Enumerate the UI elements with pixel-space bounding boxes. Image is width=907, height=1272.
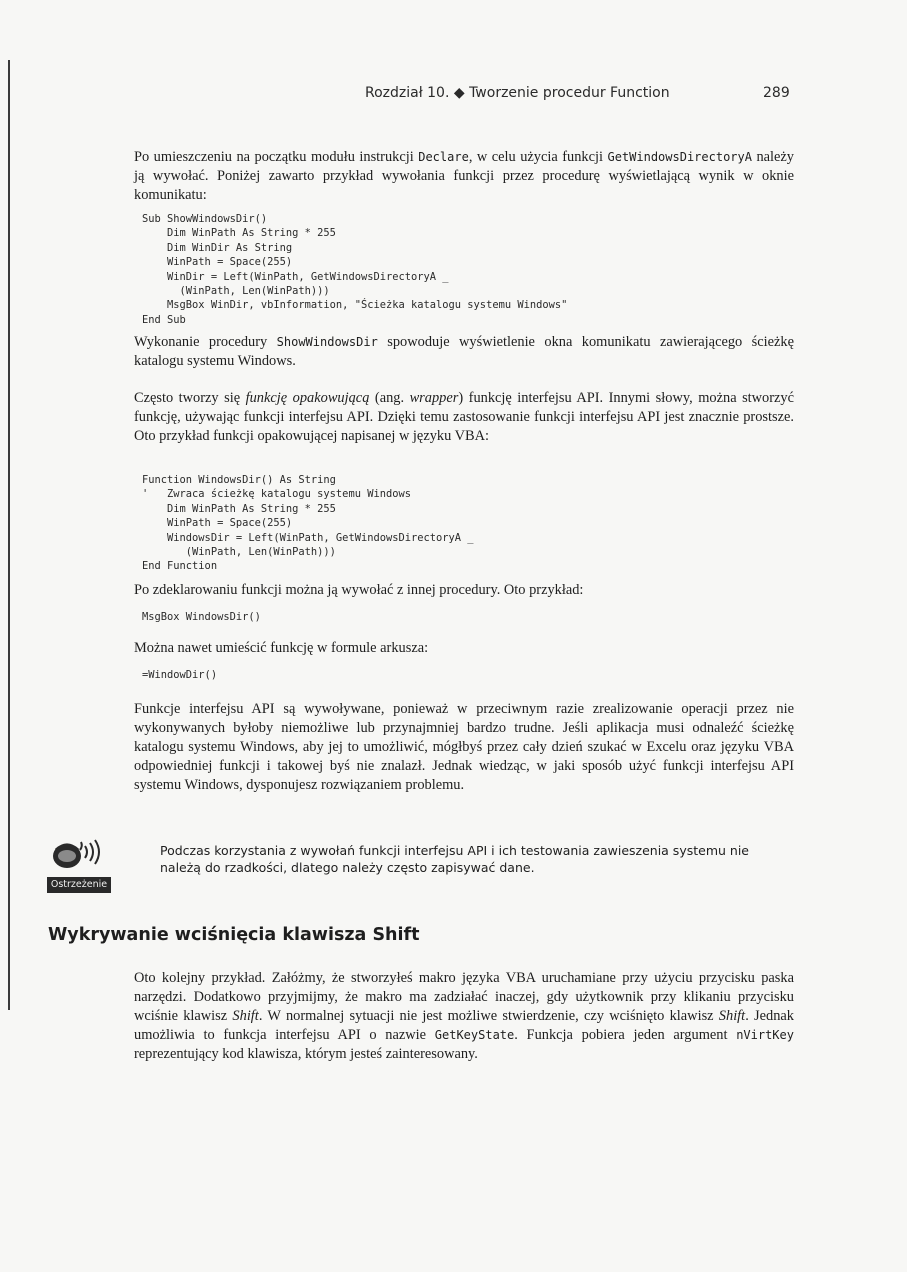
paragraph-text bbox=[134, 148, 794, 205]
paragraph-2 bbox=[134, 333, 794, 371]
paragraph-text: Funkcje interfejsu API są wywoływane, ponieważ w przeciwnym razie zrealizowanie operacji przez nie wykonywanych byłoby niemożliwe lub przynajmniej bardzo trudne. Jeśli aplikacja musi odnaleźć ścieżkę katalogu systemu Windows, aby jej to umożliwić, mógłbyś przez cały dzień szukać w Excelu oraz języku VBA odpowiedniej funkcji i takowej byś nie znalazł. Jednak wiedząc, w jaki sposób użyć funkcji interfejsu API systemu Windows, dysponujesz rozwiązaniem problemu. bbox=[134, 701, 794, 793]
paragraph-6 bbox=[134, 700, 794, 795]
paragraph-text: Można nawet umieścić funkcję w formule arkusza: bbox=[134, 640, 429, 656]
paragraph-7 bbox=[134, 969, 794, 1064]
code-listing-4 bbox=[142, 668, 802, 682]
section-heading: Wykrywanie wciśnięcia klawisza Shift bbox=[48, 925, 420, 945]
inline-code: GetKeyState bbox=[434, 1028, 515, 1042]
code-block: MsgBox WindowsDir() bbox=[142, 611, 261, 623]
code-block: =WindowDir() bbox=[142, 669, 218, 681]
text-run: . Jednak umożliwia to funkcja interfejsu API o nazwie bbox=[134, 1008, 794, 1043]
text-run: ) funkcję interfejsu API. Innymi słowy, można stworzyć funkcję, używając funkcji interfejsu API. Dzięki temu zastosowanie funkcji interfejsu API jest znacznie prostsze. Oto przykład funkcji opakowującej napisanej w języku VBA: bbox=[134, 390, 795, 444]
emphasis: wrapper bbox=[409, 390, 459, 406]
text-run: reprezentujący kod klawisza, którym jesteś zainteresowany. bbox=[134, 1046, 478, 1062]
inline-code: GetWindowsDirectoryA bbox=[607, 150, 752, 164]
warning-label: Ostrzeżenie bbox=[47, 877, 111, 893]
text-run: , w celu użycia funkcji bbox=[468, 149, 608, 165]
page-number: 289 bbox=[763, 85, 790, 101]
warning-text: Podczas korzystania z wywołań funkcji interfejsu API i ich testowania zawieszenia systemu nie należą do rzadkości, dlatego należy często zapisywać dane. bbox=[160, 843, 749, 875]
paragraph-text bbox=[134, 333, 794, 371]
inline-code: ShowWindowsDir bbox=[276, 335, 378, 349]
text-run: Po umieszczeniu na początku modułu instrukcji bbox=[134, 149, 419, 165]
code-block: Function WindowsDir() As String ' Zwraca ścieżkę katalogu systemu Windows Dim WinPath As String * 255 WinPath = Space(255) WindowsDir = Left(WinPath, GetWindowsDirectoryA _ (WinPath, Len(WinPath))) End Function bbox=[142, 474, 474, 573]
paragraph-text bbox=[134, 969, 794, 1064]
code-listing-1 bbox=[142, 212, 802, 327]
paragraph-text bbox=[134, 389, 794, 446]
margin-rule bbox=[8, 60, 10, 1010]
paragraph-3 bbox=[134, 389, 794, 446]
text-run: należy ją wywołać. Poniżej zawarto przykład wywołania funkcji przez procedurę wyświetlającą wynik w oknie komunikatu: bbox=[134, 149, 794, 203]
paragraph-intro bbox=[134, 148, 794, 205]
chapter-title: Rozdział 10. ◆ Tworzenie procedur Function bbox=[365, 85, 670, 101]
text-run: . W normalnej sytuacji nie jest możliwe stwierdzenie, czy wciśnięto klawisz bbox=[258, 1008, 719, 1024]
emphasis: funkcję opakowującą bbox=[245, 390, 370, 406]
text-run: (ang. bbox=[369, 390, 410, 406]
text-run: . Funkcja pobiera jeden argument bbox=[514, 1027, 737, 1043]
inline-code: nVirtKey bbox=[736, 1028, 794, 1042]
paragraph-text: Po zdeklarowaniu funkcji można ją wywołać z innej procedury. Oto przykład: bbox=[134, 582, 584, 598]
text-run: Często tworzy się bbox=[134, 390, 246, 406]
code-block: Sub ShowWindowsDir() Dim WinPath As String * 255 Dim WinDir As String WinPath = Space(255) WinDir = Left(WinPath, GetWindowsDirectoryA _ (WinPath, Len(WinPath))) MsgBox WinDir, vbInformation, "Ścieżka katalogu systemu Windows" End Sub bbox=[142, 213, 568, 326]
text-run: Wykonanie procedury bbox=[134, 334, 277, 350]
inline-code: Declare bbox=[418, 150, 469, 164]
paragraph-4 bbox=[134, 581, 794, 600]
emphasis: Shift bbox=[232, 1008, 259, 1024]
code-listing-3 bbox=[142, 610, 802, 624]
text-run: spowoduje wyświetlenie okna komunikatu zawierającego ścieżkę katalogu systemu Windows. bbox=[134, 334, 794, 369]
emphasis: Shift bbox=[718, 1008, 746, 1024]
text-run: Oto kolejny przykład. Załóżmy, że stworzyłeś makro języka VBA uruchamiane przy użyciu przycisku paska narzędzi. Dodatkowo przyjmijmy, że makro ma zadziałać inaczej, gdy użytkownik przy klikaniu przycisku wciśnie klawisz bbox=[134, 970, 794, 1024]
code-listing-2 bbox=[142, 473, 802, 574]
paragraph-5 bbox=[134, 639, 794, 658]
